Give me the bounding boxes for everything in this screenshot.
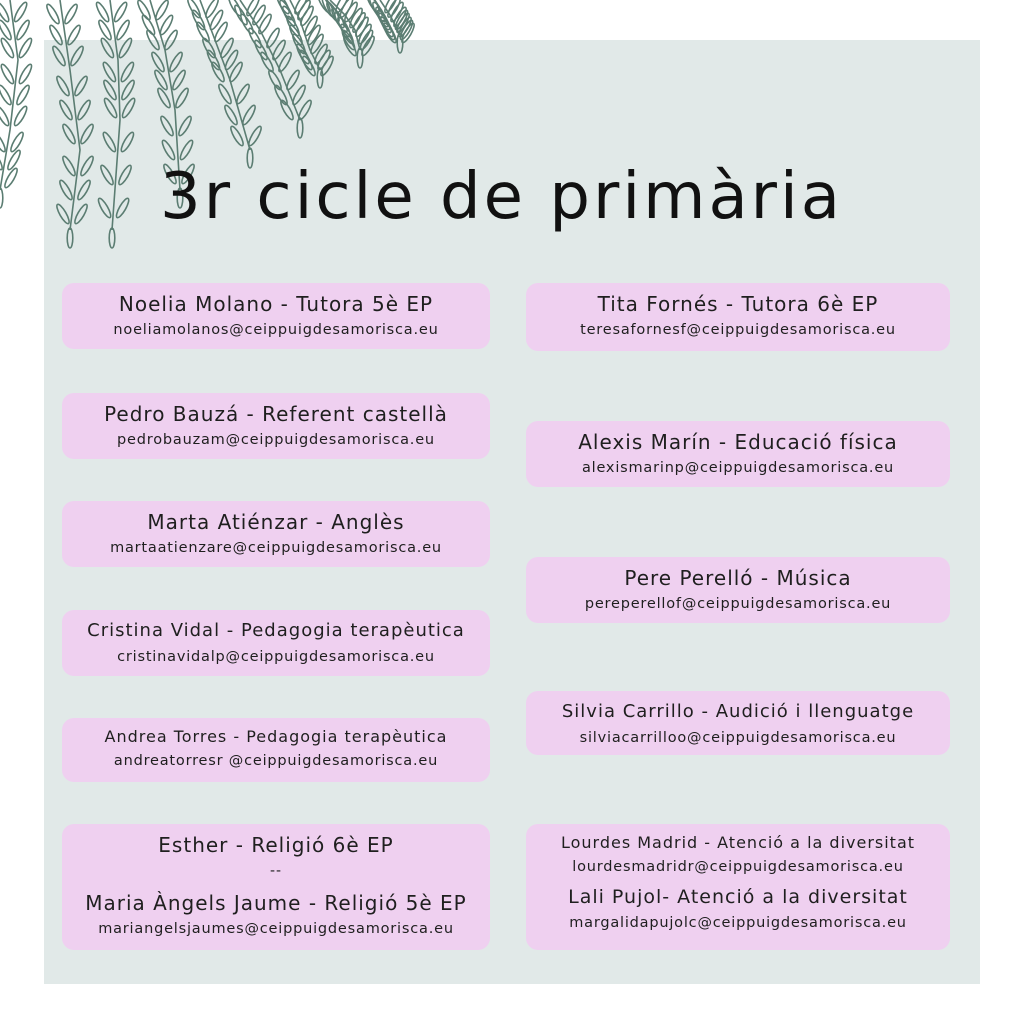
staff-name: Pere Perelló - Música: [624, 566, 852, 590]
staff-card-noelia-molano: [62, 283, 490, 349]
staff-name: Alexis Marín - Educació física: [578, 430, 898, 454]
staff-card-tita-fornes: [526, 283, 950, 351]
staff-email: pereperellof@ceippuigdesamorisca.eu: [584, 596, 892, 612]
staff-name: Marta Atiénzar - Anglès: [147, 510, 405, 534]
staff-card-pere-perello: [526, 557, 950, 623]
staff-email: alexismarinp@ceippuigdesamorisca.eu: [581, 460, 895, 476]
staff-card-silvia-carrillo: [526, 691, 950, 755]
staff-name: Noelia Molano - Tutora 5è EP: [118, 292, 434, 316]
staff-email: mariangelsjaumes@ceippuigdesamorisca.eu: [98, 921, 454, 937]
staff-card-marta-atienzar: [62, 501, 490, 567]
staff-name: Tita Fornés - Tutora 6è EP: [597, 292, 879, 316]
staff-name-2: Lali Pujol- Atenció a la diversitat: [568, 886, 908, 908]
staff-email: andreatorresr @ceippuigdesamorisca.eu: [113, 753, 439, 769]
staff-email: lourdesmadridr@ceippuigdesamorisca.eu: [572, 859, 904, 875]
staff-name: Cristina Vidal - Pedagogia terapèutica: [87, 620, 465, 641]
staff-name: Silvia Carrillo - Audició i llenguatge: [561, 701, 915, 722]
staff-email: cristinavidalp@ceippuigdesamorisca.eu: [117, 649, 435, 665]
staff-name: Pedro Bauzá - Referent castellà: [104, 402, 448, 426]
staff-name: Esther - Religió 6è EP: [158, 833, 394, 857]
page-title: 3r cicle de primària: [160, 160, 843, 234]
staff-email: martaatienzare@ceippuigdesamorisca.eu: [110, 540, 442, 556]
staff-name: Andrea Torres - Pedagogia terapèutica: [104, 727, 448, 746]
staff-name-2: Maria Àngels Jaume - Religió 5è EP: [85, 891, 467, 915]
staff-card-atencio-diversitat: [526, 824, 950, 950]
staff-name: Lourdes Madrid - Atenció a la diversitat: [560, 833, 916, 852]
separator: --: [269, 863, 283, 879]
staff-card-religio: [62, 824, 490, 950]
staff-card-andrea-torres: [62, 718, 490, 782]
staff-email: noeliamolanos@ceippuigdesamorisca.eu: [113, 322, 439, 338]
staff-email-2: margalidapujolc@ceippuigdesamorisca.eu: [569, 915, 907, 931]
staff-card-alexis-marin: [526, 421, 950, 487]
staff-email: teresafornesf@ceippuigdesamorisca.eu: [580, 322, 896, 338]
staff-email: pedrobauzam@ceippuigdesamorisca.eu: [117, 432, 435, 448]
staff-card-pedro-bauza: [62, 393, 490, 459]
leaves-decoration-icon: [0, 0, 460, 300]
staff-card-cristina-vidal: [62, 610, 490, 676]
staff-email: silviacarrilloo@ceippuigdesamorisca.eu: [579, 730, 897, 746]
